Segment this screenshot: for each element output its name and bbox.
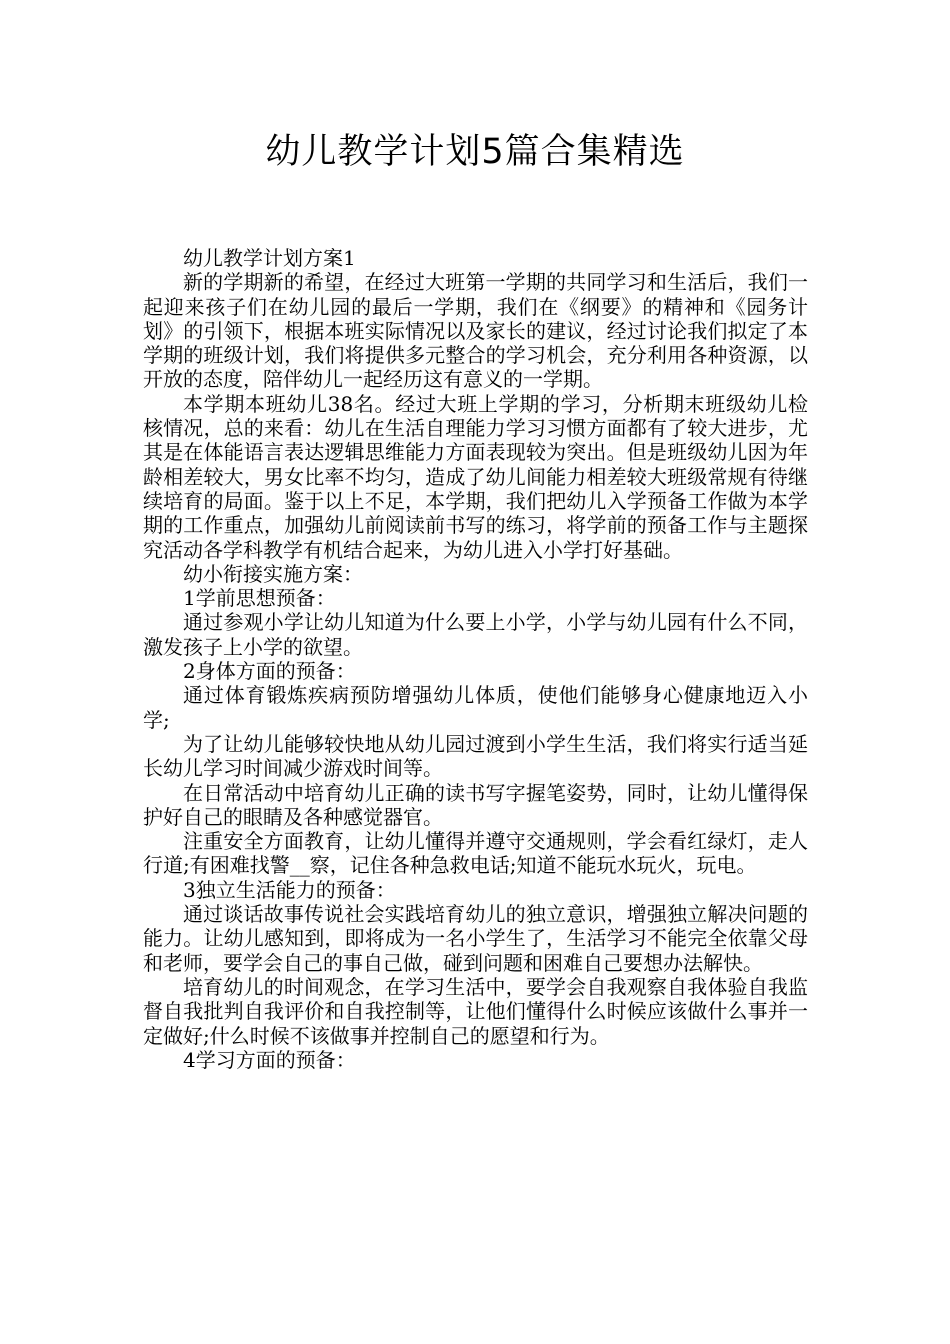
paragraph: 本学期本班幼儿38名。经过大班上学期的学习，分析期末班级幼儿检核情况，总的来看：幼儿在生活自理能力学习习惯方面都有了较大进步，尤其是在体能语言表达逻辑思维能力方面表现较为突出。但是班级幼儿因为年龄相差较大，男女比率不均匀，造成了幼儿间能力相差较大班级常规有待继续培育的局面。鉴于以上不足，本学期，我们把幼儿入学预备工作做为本学期的工作重点，加强幼儿前阅读前书写的练习，将学前的预备工作与主题探究活动各学科教学有机结合起来，为幼儿进入小学打好基础。	[143, 391, 808, 562]
paragraph: 1学前思想预备：	[183, 586, 336, 611]
document-title: 幼儿教学计划5篇合集精选	[265, 132, 685, 172]
paragraph: 2身体方面的预备：	[183, 659, 356, 684]
paragraph: 幼儿教学计划方案1	[183, 246, 356, 270]
paragraph: 通过谈话故事传说社会实践培育幼儿的独立意识，增强独立解决问题的能力。让幼儿感知到，即将成为一名小学生了，生活学习不能完全依靠父母和老师，要学会自己的事自己做，碰到问题和困难自己要想办法解快。	[143, 902, 808, 975]
document-body	[143, 246, 808, 1072]
paragraph: 注重安全方面教育，让幼儿懂得并遵守交通规则，学会看红绿灯，走人行道;有困难找警__察，记住各种急救电话;知道不能玩水玩火，玩电。	[143, 829, 808, 878]
paragraph: 3独立生活能力的预备：	[183, 877, 396, 902]
paragraph: 通过参观小学让幼儿知道为什么要上小学，小学与幼儿园有什么不同，激发孩子上小学的欲望。	[143, 610, 808, 659]
paragraph: 幼小衔接实施方案：	[183, 561, 363, 586]
paragraph: 新的学期新的希望，在经过大班第一学期的共同学习和生活后，我们一起迎来孩子们在幼儿园的最后一学期，我们在《纲要》的精神和《园务计划》的引领下，根据本班实际情况以及家长的建议，经过讨论我们拟定了本学期的班级计划，我们将提供多元整合的学习机会，充分利用各种资源，以开放的态度，陪伴幼儿一起经历这有意义的一学期。	[143, 270, 808, 392]
paragraph: 在日常活动中培育幼儿正确的读书写字握笔姿势，同时，让幼儿懂得保护好自己的眼睛及各种感觉器官。	[143, 780, 808, 829]
paragraph: 培育幼儿的时间观念，在学习生活中，要学会自我观察自我体验自我监督自我批判自我评价和自我控制等，让他们懂得什么时候应该做什么事并一定做好;什么时候不该做事并控制自己的愿望和行为。	[143, 974, 808, 1048]
paragraph: 4学习方面的预备：	[183, 1047, 356, 1072]
paragraph: 为了让幼儿能够较快地从幼儿园过渡到小学生生活，我们将实行适当延长幼儿学习时间减少游戏时间等。	[143, 731, 808, 781]
paragraph: 通过体育锻炼疾病预防增强幼儿体质，使他们能够身心健康地迈入小学;	[143, 683, 808, 732]
